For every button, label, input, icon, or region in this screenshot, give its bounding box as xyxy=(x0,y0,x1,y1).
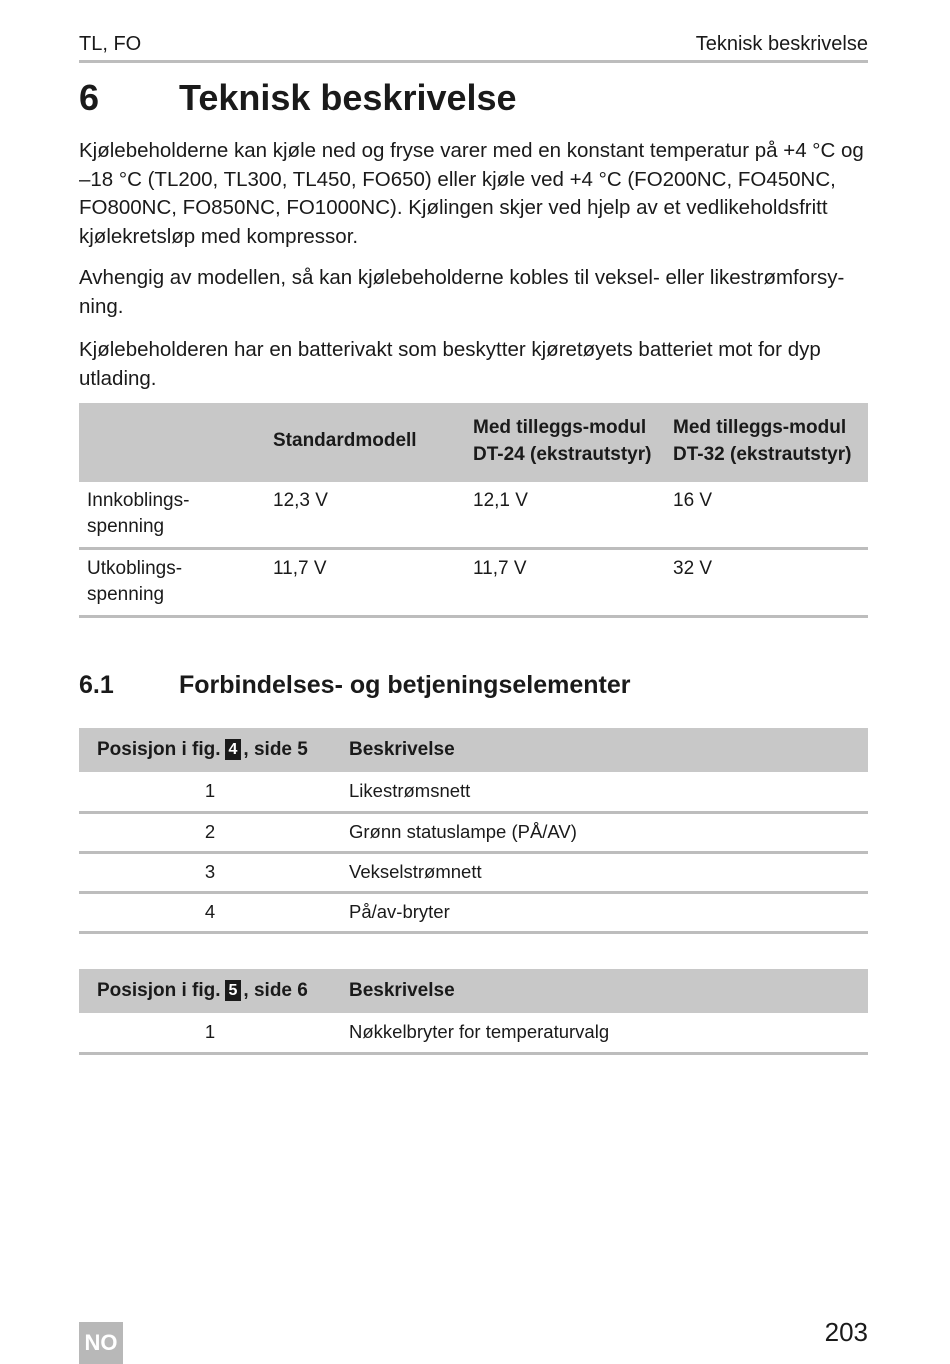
table-row xyxy=(79,852,868,892)
paragraph-description: Kjølebeholderne kan kjøle ned og fryse varer med en konstant temperatur på +4 °C og –18 °C (TL200, TL300, TL450, FO650) eller kjøle ved +4 °C (FO200NC, FO450NC, FO800NC, FO850NC, FO1000NC). Kjølingen skjer ved hjelp av et vedlikeholdsfritt kjølekretsløp med kompressor. xyxy=(79,139,864,248)
value-dt24: 11,7 V xyxy=(465,549,665,617)
position-number: 1 xyxy=(79,772,341,812)
value-standard: 11,7 V xyxy=(265,549,465,617)
header-product: TL, FO xyxy=(79,33,142,55)
subsection-number: 6.1 xyxy=(79,671,114,699)
table-row xyxy=(79,772,868,812)
position-header: Posisjon i fig. 4 , side 5 xyxy=(79,728,341,772)
position-number: 3 xyxy=(79,852,341,892)
position-table-header-row xyxy=(79,728,868,772)
paragraph-power-supply: Avhengig av modellen, så kan kjølebeholderne kobles til veksel- eller likestrømforsy-ning. xyxy=(79,266,845,318)
position-number: 1 xyxy=(79,1013,341,1053)
figure-reference-badge: 4 xyxy=(225,739,242,760)
table-row xyxy=(79,549,868,617)
position-table-header-row xyxy=(79,969,868,1013)
position-header: Posisjon i fig. 5 , side 6 xyxy=(79,969,341,1013)
paragraph-battery-monitor: Kjølebeholderen har en batterivakt som beskytter kjøretøyets batteriet mot for dyp utlading. xyxy=(79,338,821,390)
voltage-table-header-row xyxy=(79,403,868,482)
voltage-header-standard: Standardmodell xyxy=(265,403,465,482)
voltage-table xyxy=(79,403,868,618)
table-row xyxy=(79,1013,868,1053)
voltage-header-dt24: Med tilleggs-modul DT-24 (ekstrautstyr) xyxy=(465,403,665,482)
subsection-title: Forbindelses- og betjeningselementer xyxy=(179,671,631,699)
section-title: Teknisk beskrivelse xyxy=(179,77,517,118)
value-dt32: 32 V xyxy=(665,549,868,617)
position-description: Grønn statuslampe (PÅ/AV) xyxy=(341,812,868,852)
header-chapter: Teknisk beskrivelse xyxy=(695,33,868,55)
value-dt24: 12,1 V xyxy=(465,482,665,549)
position-description: Nøkkelbryter for temperaturvalg xyxy=(341,1013,868,1053)
figure-reference-badge: 5 xyxy=(225,980,242,1001)
table-row xyxy=(79,812,868,852)
section-number: 6 xyxy=(79,77,100,118)
page-number: 203 xyxy=(824,1317,868,1347)
table-row xyxy=(79,482,868,549)
description-header: Beskrivelse xyxy=(341,969,868,1013)
position-description: Vekselstrømnett xyxy=(341,852,868,892)
value-standard: 12,3 V xyxy=(265,482,465,549)
voltage-header-dt32: Med tilleggs-modul DT-32 (ekstrautstyr) xyxy=(665,403,868,482)
position-number: 2 xyxy=(79,812,341,852)
position-description: Likestrømsnett xyxy=(341,772,868,812)
running-header xyxy=(79,30,868,63)
position-table-fig4 xyxy=(79,728,868,934)
description-header: Beskrivelse xyxy=(341,728,868,772)
table-row xyxy=(79,892,868,932)
position-description: På/av-bryter xyxy=(341,892,868,932)
value-dt32: 16 V xyxy=(665,482,868,549)
section-heading xyxy=(79,76,517,120)
voltage-header-empty xyxy=(79,403,265,482)
subsection-heading xyxy=(79,667,630,703)
position-number: 4 xyxy=(79,892,341,932)
language-tab: NO xyxy=(79,1322,123,1364)
row-label: Innkoblings-spenning xyxy=(79,482,265,549)
position-table-fig5 xyxy=(79,969,868,1055)
row-label: Utkoblings-spenning xyxy=(79,549,265,617)
